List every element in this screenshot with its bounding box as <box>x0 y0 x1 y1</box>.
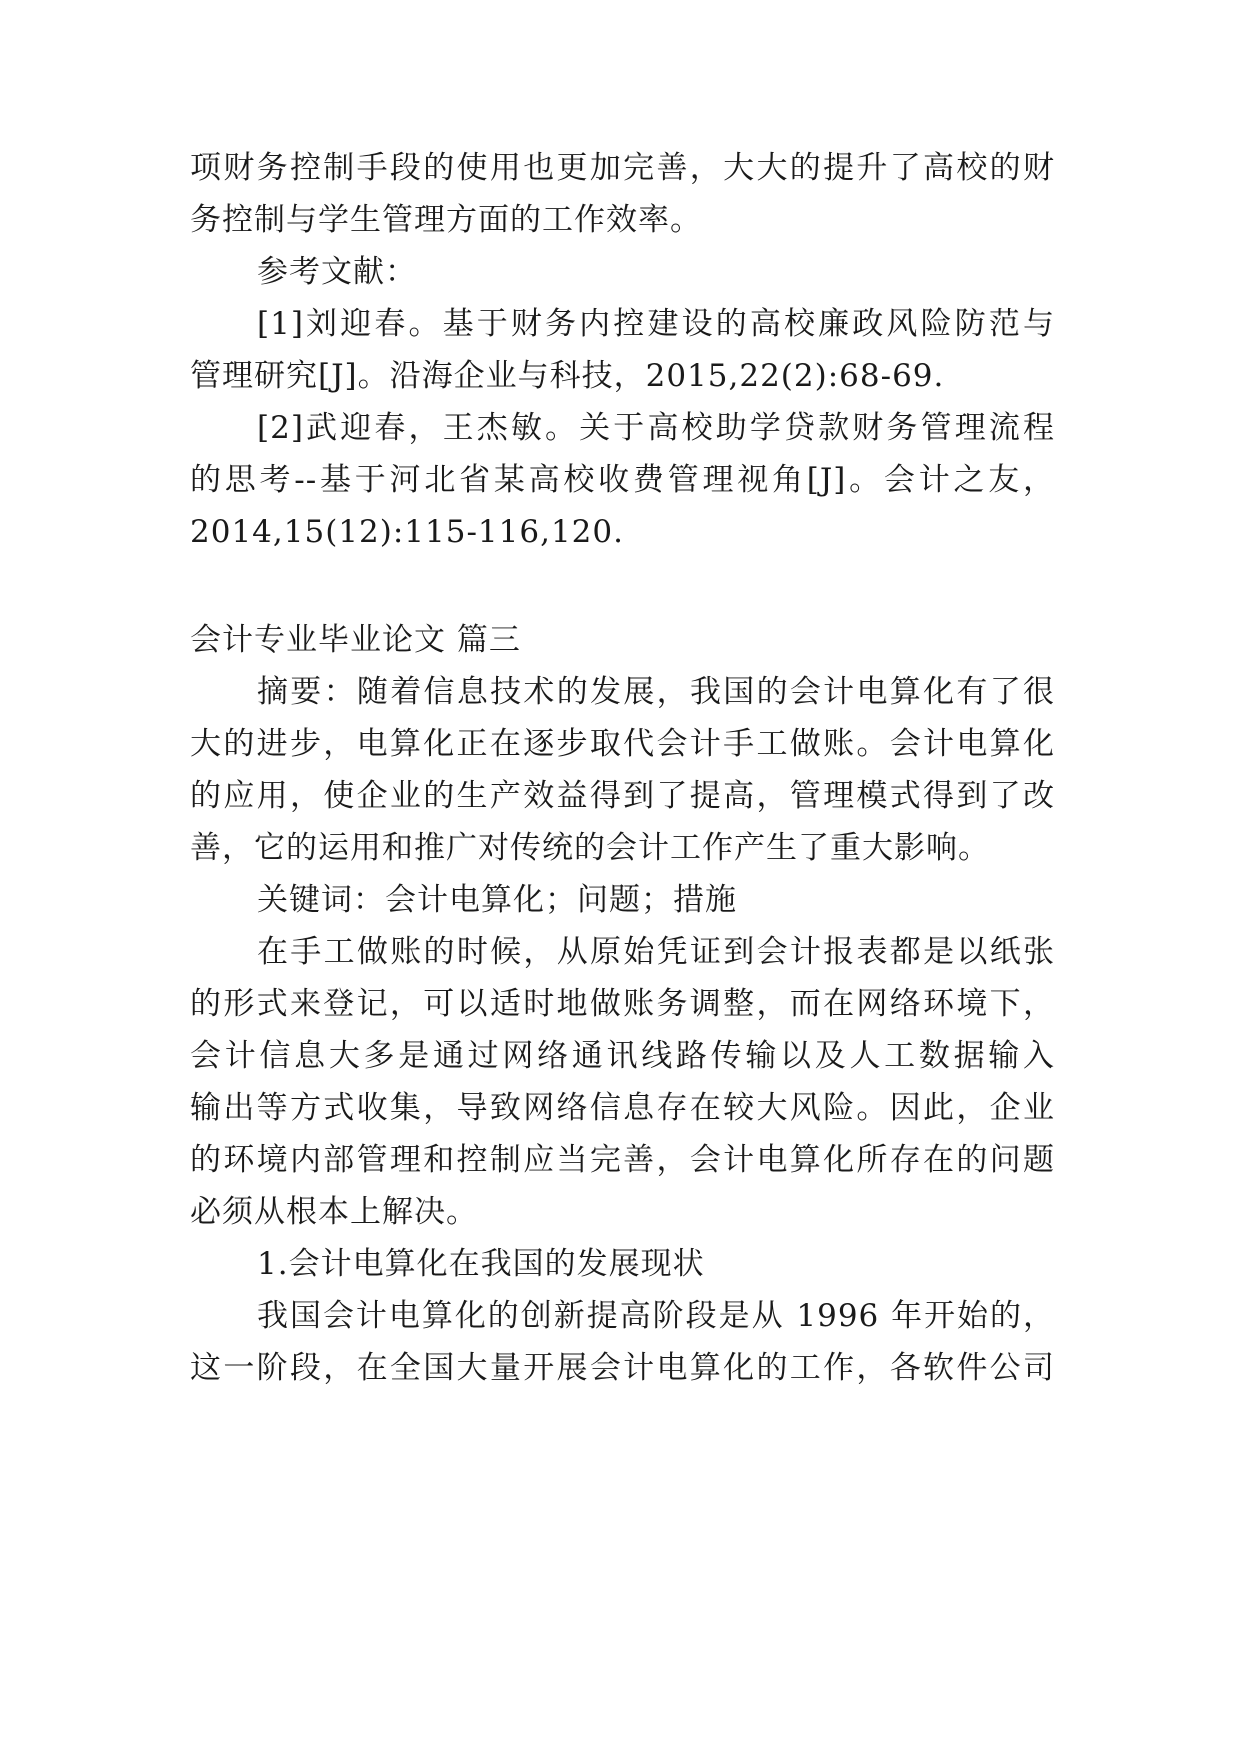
reference-item-continued: 2014,15(12):115-116,120. <box>190 514 624 550</box>
abstract-line: 大的进步，电算化正在逐步取代会计手工做账。会计电算化 <box>190 726 1055 762</box>
abstract-line: 善，它的运用和推广对传统的会计工作产生了重大影响。 <box>190 830 990 866</box>
paragraph-line: 的形式来登记，可以适时地做账务调整，而在网络环境下， <box>190 986 1055 1022</box>
paragraph-line: 这一阶段，在全国大量开展会计电算化的工作，各软件公司 <box>190 1350 1055 1386</box>
paragraph-line: 务控制与学生管理方面的工作效率。 <box>190 202 702 238</box>
paragraph-line: 必须从根本上解决。 <box>190 1194 478 1230</box>
paragraph-line: 在手工做账的时候，从原始凭证到会计报表都是以纸张 <box>257 934 1055 970</box>
reference-item-continued: 的思考--基于河北省某高校收费管理视角[J]。会计之友， <box>190 462 1055 498</box>
paragraph-line: 我国会计电算化的创新提高阶段是从 1996 年开始的， <box>257 1298 1055 1334</box>
paragraph-line: 输出等方式收集，导致网络信息存在较大风险。因此，企业 <box>190 1090 1055 1126</box>
reference-item-continued: 管理研究[J]。沿海企业与科技，2015,22(2):68-69. <box>190 358 945 394</box>
reference-item: [2]武迎春，王杰敏。关于高校助学贷款财务管理流程 <box>257 410 1055 446</box>
subsection-heading: 1.会计电算化在我国的发展现状 <box>257 1246 705 1282</box>
paragraph-line: 项财务控制手段的使用也更加完善，大大的提升了高校的财 <box>190 150 1055 186</box>
paragraph-line: 的环境内部管理和控制应当完善，会计电算化所存在的问题 <box>190 1142 1055 1178</box>
abstract-line: 摘要：随着信息技术的发展，我国的会计电算化有了很 <box>257 674 1055 710</box>
section-title: 会计专业毕业论文 篇三 <box>190 622 521 658</box>
reference-item: [1]刘迎春。基于财务内控建设的高校廉政风险防范与 <box>257 306 1055 342</box>
abstract-line: 的应用，使企业的生产效益得到了提高，管理模式得到了改 <box>190 778 1055 814</box>
references-heading: 参考文献： <box>257 254 417 290</box>
keywords-line: 关键词：会计电算化；问题；措施 <box>257 882 737 918</box>
paragraph-line: 会计信息大多是通过网络通讯线路传输以及人工数据输入 <box>190 1038 1055 1074</box>
